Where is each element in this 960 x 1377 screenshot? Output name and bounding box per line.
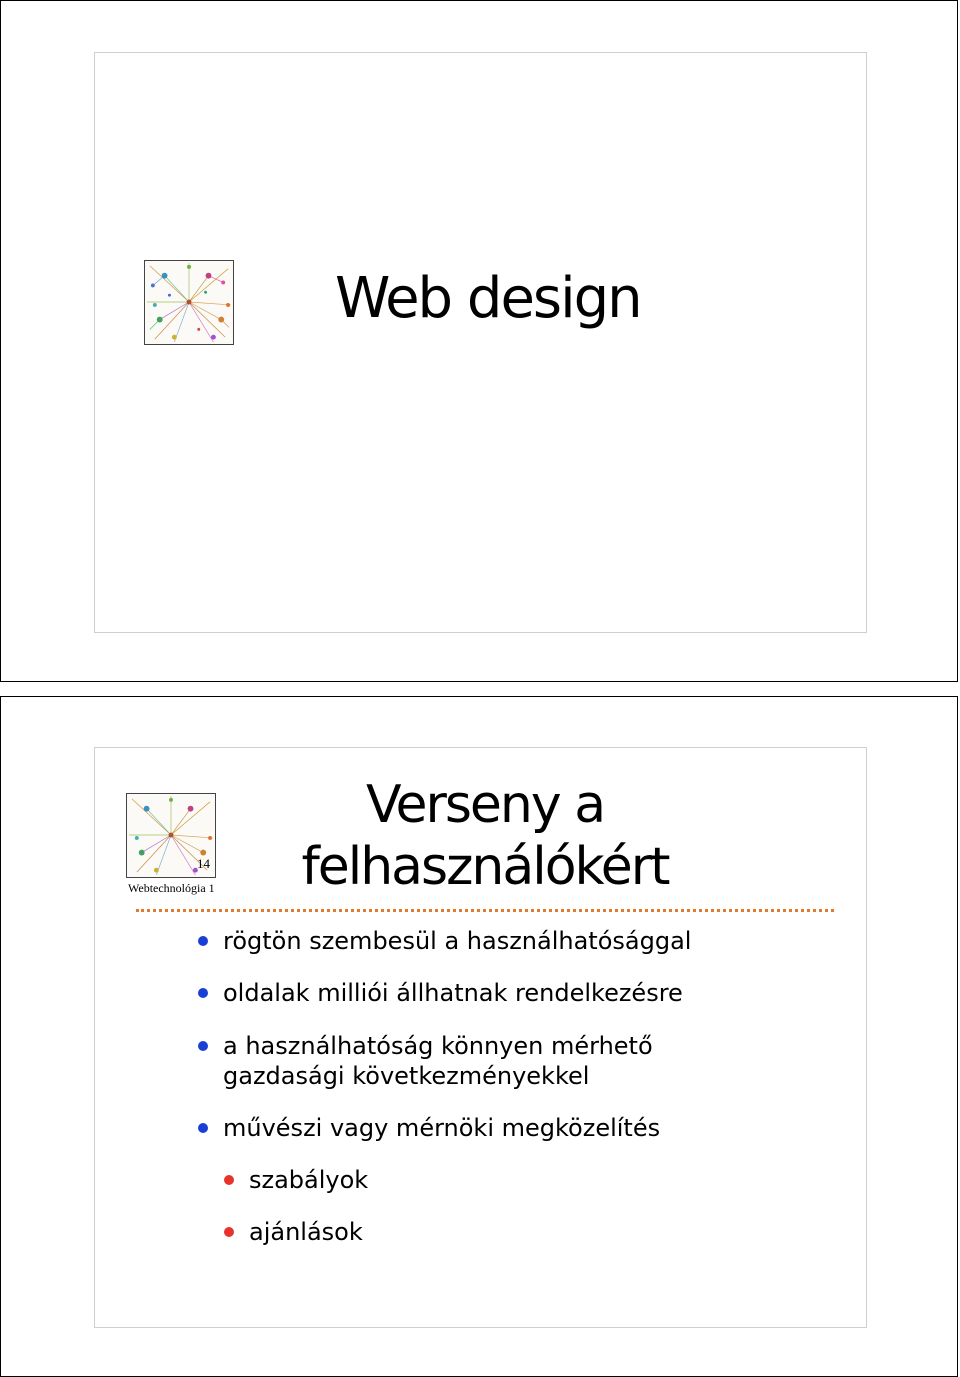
list-item-line-2: gazdasági következményekkel (223, 1062, 590, 1090)
sub-list-item (224, 1217, 363, 1247)
bullet-dot-icon (224, 1227, 234, 1237)
bullet-dot-icon (198, 988, 208, 998)
slide-1 (94, 52, 867, 633)
sub-list-item (224, 1165, 368, 1195)
list-item (198, 926, 691, 956)
slide-title: Web design (335, 266, 641, 331)
slide-2 (94, 747, 867, 1328)
network-graph-icon (144, 260, 234, 345)
page-2 (0, 696, 958, 1377)
bullet-dot-icon (198, 1123, 208, 1133)
list-item-text: rögtön szembesül a használhatósággal (223, 927, 692, 955)
list-item-line-1: a használhatóság könnyen mérhető (223, 1032, 653, 1060)
bullet-dot-icon (198, 1041, 208, 1051)
title-line-2: felhasználókért (301, 837, 669, 897)
list-item-text: oldalak milliói állhatnak rendelkezésre (223, 979, 683, 1007)
bullet-list (95, 748, 866, 1327)
bullet-dot-icon (224, 1175, 234, 1185)
list-item-text: szabályok (249, 1166, 369, 1194)
bullet-dot-icon (198, 936, 208, 946)
title-line-1: Verseny a (365, 775, 605, 835)
list-item-text (198, 1031, 653, 1091)
list-item-text: ajánlások (249, 1218, 363, 1246)
page-1 (0, 0, 958, 682)
list-item-text: művészi vagy mérnöki megközelítés (223, 1114, 661, 1142)
list-item (198, 1113, 660, 1143)
page-number: 14 (197, 856, 210, 871)
list-item (198, 978, 683, 1008)
list-item (198, 1031, 653, 1091)
course-label: Webtechnológia 1 (128, 881, 215, 895)
